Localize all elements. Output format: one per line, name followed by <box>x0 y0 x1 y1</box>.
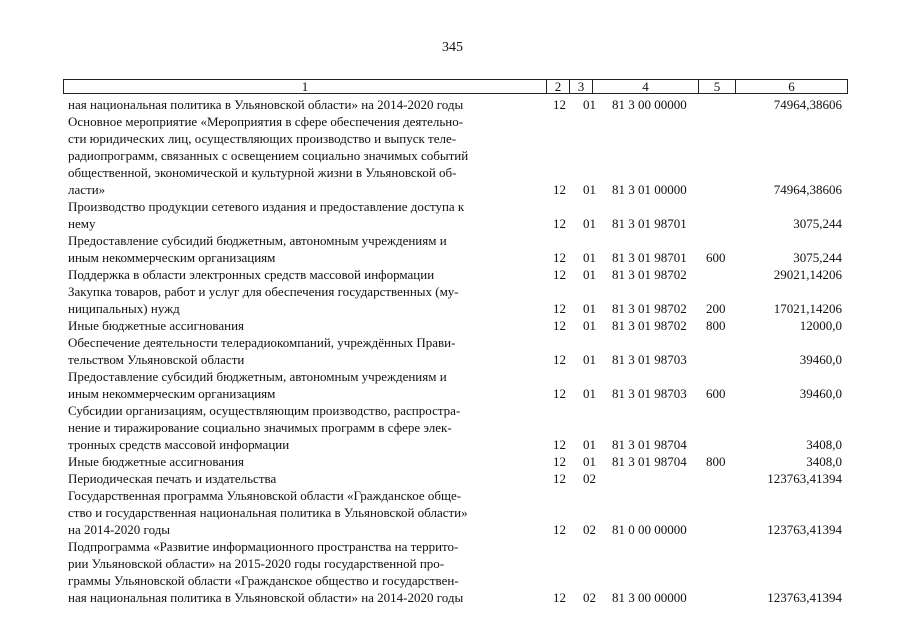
section-code: 12 <box>553 267 566 282</box>
description-line: Поддержка в области электронных средств массовой информации <box>68 267 435 282</box>
description-line: Закупка товаров, работ и услуг для обеспечения государственных (му- <box>68 284 459 299</box>
subsection-code: 02 <box>583 471 596 486</box>
section-code: 12 <box>553 590 566 605</box>
section-code: 12 <box>553 454 566 469</box>
amount: 74964,38606 <box>773 182 842 197</box>
description-line: тельством Ульяновской области <box>68 352 245 367</box>
row-description <box>68 334 540 368</box>
subsection-code: 01 <box>583 216 596 231</box>
subsection-code: 01 <box>583 318 596 333</box>
amount: 123763,41394 <box>767 471 842 486</box>
amount: 3075,244 <box>793 250 842 265</box>
description-line: Субсидии организациям, осуществляющим производство, распростра- <box>68 403 461 418</box>
subsection-code: 02 <box>583 522 596 537</box>
description-line: Периодическая печать и издательства <box>68 471 277 486</box>
amount: 17021,14206 <box>773 301 842 316</box>
description-line: Предоставление субсидий бюджетным, автономным учреждениям и <box>68 369 447 384</box>
table-row <box>0 113 905 198</box>
amount: 12000,0 <box>799 318 842 333</box>
subsection-code: 01 <box>583 437 596 452</box>
row-description <box>68 283 540 317</box>
target-article-code: 81 3 01 98701 <box>612 250 687 265</box>
description-line: Производство продукции сетевого издания и предоставление доступа к <box>68 199 465 214</box>
description-line: нение и тиражирование социально значимых программ в сфере элек- <box>68 420 452 435</box>
table-row <box>0 317 905 334</box>
target-article-code: 81 3 01 98703 <box>612 352 687 367</box>
section-code: 12 <box>553 471 566 486</box>
subsection-code: 01 <box>583 182 596 197</box>
section-code: 12 <box>553 318 566 333</box>
row-description <box>68 487 540 538</box>
table-row <box>0 198 905 232</box>
header-col-5: 5 <box>699 80 736 93</box>
amount: 123763,41394 <box>767 522 842 537</box>
section-code: 12 <box>553 386 566 401</box>
row-description <box>68 470 540 487</box>
target-article-code: 81 3 00 00000 <box>612 590 687 605</box>
target-article-code: 81 3 01 98703 <box>612 386 687 401</box>
amount: 3408,0 <box>806 437 842 452</box>
table-row <box>0 487 905 538</box>
description-line: тронных средств массовой информации <box>68 437 290 452</box>
row-description <box>68 266 540 283</box>
description-line: рии Ульяновской области» на 2015-2020 годы государственной про- <box>68 556 445 571</box>
page-number: 345 <box>442 40 463 55</box>
subsection-code: 01 <box>583 250 596 265</box>
description-line: нему <box>68 216 96 231</box>
description-line: ласти» <box>68 182 106 197</box>
row-description <box>68 96 540 113</box>
expense-type-code: 600 <box>706 250 726 265</box>
row-description <box>68 198 540 232</box>
table-row <box>0 266 905 283</box>
target-article-code: 81 3 01 98702 <box>612 267 687 282</box>
table-row <box>0 470 905 487</box>
description-line: Подпрограмма «Развитие информационного пространства на террито- <box>68 539 459 554</box>
table-header <box>63 79 848 94</box>
row-description <box>68 368 540 402</box>
header-col-4: 4 <box>593 80 699 93</box>
table-row <box>0 334 905 368</box>
amount: 39460,0 <box>799 352 842 367</box>
description-line: граммы Ульяновской области «Гражданское общество и государствен- <box>68 573 459 588</box>
description-line: ная национальная политика в Ульяновской области» на 2014-2020 годы <box>68 590 464 605</box>
amount: 3075,244 <box>793 216 842 231</box>
amount: 74964,38606 <box>773 97 842 112</box>
target-article-code: 81 3 01 98704 <box>612 437 687 452</box>
header-col-2: 2 <box>547 80 570 93</box>
expense-type-code: 800 <box>706 318 726 333</box>
target-article-code: 81 3 01 98702 <box>612 318 687 333</box>
subsection-code: 01 <box>583 352 596 367</box>
row-description <box>68 317 540 334</box>
target-article-code: 81 3 01 98704 <box>612 454 687 469</box>
description-line: сти юридических лиц, осуществляющих производство и выпуск теле- <box>68 131 457 146</box>
description-line: ниципальных) нужд <box>68 301 180 316</box>
target-article-code: 81 3 01 98702 <box>612 301 687 316</box>
table-row <box>0 402 905 453</box>
row-description <box>68 402 540 453</box>
target-article-code: 81 0 00 00000 <box>612 522 687 537</box>
table-row <box>0 283 905 317</box>
table-row <box>0 232 905 266</box>
header-col-1: 1 <box>64 80 547 93</box>
description-line: общественной, экономической и культурной жизни в Ульяновской об- <box>68 165 457 180</box>
description-line: ная национальная политика в Ульяновской области» на 2014-2020 годы <box>68 97 464 112</box>
subsection-code: 02 <box>583 590 596 605</box>
target-article-code: 81 3 01 00000 <box>612 182 687 197</box>
description-line: иным некоммерческим организациям <box>68 386 276 401</box>
amount: 39460,0 <box>799 386 842 401</box>
description-line: иным некоммерческим организациям <box>68 250 276 265</box>
row-description <box>68 232 540 266</box>
section-code: 12 <box>553 250 566 265</box>
expense-type-code: 800 <box>706 454 726 469</box>
subsection-code: 01 <box>583 267 596 282</box>
amount: 123763,41394 <box>767 590 842 605</box>
table-row <box>0 96 905 113</box>
table-row <box>0 368 905 402</box>
row-description <box>68 538 540 606</box>
table-body <box>0 96 905 606</box>
description-line: Государственная программа Ульяновской области «Гражданское обще- <box>68 488 462 503</box>
header-col-6: 6 <box>788 79 795 94</box>
section-code: 12 <box>553 97 566 112</box>
description-line: радиопрограмм, связанных с освещением социально значимых событий <box>68 148 469 163</box>
expense-type-code: 600 <box>706 386 726 401</box>
header-col-3: 3 <box>570 80 593 93</box>
subsection-code: 01 <box>583 386 596 401</box>
expense-type-code: 200 <box>706 301 726 316</box>
description-line: Основное мероприятие «Мероприятия в сфере обеспечения деятельно- <box>68 114 464 129</box>
subsection-code: 01 <box>583 97 596 112</box>
section-code: 12 <box>553 522 566 537</box>
table-row <box>0 453 905 470</box>
amount: 3408,0 <box>806 454 842 469</box>
section-code: 12 <box>553 182 566 197</box>
description-line: Обеспечение деятельности телерадиокомпаний, учреждённых Прави- <box>68 335 456 350</box>
section-code: 12 <box>553 216 566 231</box>
section-code: 12 <box>553 301 566 316</box>
description-line: ство и государственная национальная политика в Ульяновской области» <box>68 505 468 520</box>
section-code: 12 <box>553 352 566 367</box>
description-line: Предоставление субсидий бюджетным, автономным учреждениям и <box>68 233 447 248</box>
description-line: Иные бюджетные ассигнования <box>68 454 245 469</box>
description-line: на 2014-2020 годы <box>68 522 171 537</box>
subsection-code: 01 <box>583 301 596 316</box>
description-line: Иные бюджетные ассигнования <box>68 318 245 333</box>
row-description <box>68 453 540 470</box>
amount: 29021,14206 <box>773 267 842 282</box>
target-article-code: 81 3 01 98701 <box>612 216 687 231</box>
subsection-code: 01 <box>583 454 596 469</box>
table-row <box>0 538 905 606</box>
row-description <box>68 113 540 198</box>
section-code: 12 <box>553 437 566 452</box>
target-article-code: 81 3 00 00000 <box>612 97 687 112</box>
